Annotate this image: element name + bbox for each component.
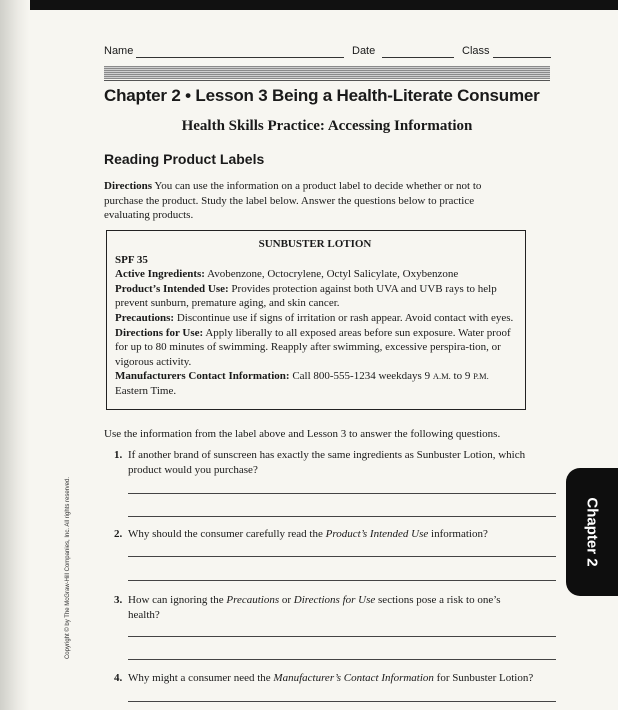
- section-heading: Reading Product Labels: [104, 151, 265, 167]
- top-edge-shadow: [0, 0, 618, 10]
- answer-line-1a[interactable]: [128, 493, 556, 494]
- date-label: Date: [352, 45, 376, 57]
- contact-pm: P.M.: [473, 371, 489, 382]
- contact-am: A.M.: [432, 371, 451, 382]
- active-ingredients-label: Active Ingredients:: [115, 268, 205, 281]
- chapter-title: Chapter 2 • Lesson 3 Being a Health-Literate Consumer: [104, 86, 540, 105]
- answer-line-1b[interactable]: [128, 516, 556, 517]
- contact-info-label: Manufacturers Contact Information:: [115, 370, 290, 383]
- question-text-part: or: [279, 594, 294, 606]
- precautions-text: Discontinue use if signs of irritation or rash appear. Avoid contact with eyes.: [176, 311, 514, 324]
- question-number: 2.: [114, 528, 123, 540]
- answer-line-3b[interactable]: [128, 659, 556, 660]
- question-text-part: How can ignoring the: [128, 594, 227, 606]
- date-field[interactable]: [382, 57, 454, 58]
- name-field[interactable]: [136, 57, 344, 58]
- question-3: [114, 593, 514, 622]
- question-emphasis: Manufacturer’s Contact Information: [273, 672, 434, 684]
- question-text-part: Why should the consumer carefully read the: [128, 528, 326, 540]
- question-number: 3.: [114, 594, 123, 606]
- answer-line-2b[interactable]: [128, 580, 556, 581]
- question-text-part: for Sunbuster Lotion?: [433, 672, 534, 684]
- question-2: [114, 527, 544, 542]
- precautions-line: [115, 311, 515, 326]
- spf-line: [115, 253, 515, 268]
- header-rule: [104, 66, 550, 79]
- class-field[interactable]: [493, 57, 551, 58]
- question-text: If another brand of sunscreen has exactly the same ingredients as Sunbuster Lotion, which product would you purchase?: [128, 449, 526, 476]
- chapter-side-tab: [566, 468, 618, 596]
- question-text: [128, 593, 514, 622]
- question-1: [114, 448, 544, 477]
- question-number: 4.: [114, 672, 123, 684]
- directions-for-use-text: Apply liberally to all exposed areas before sun exposure. Water proof for up to 80 minutes of swimming. Reapply after swimming, excessive perspira-tion, or vigorous activity.: [115, 326, 511, 368]
- chapter-side-tab-label: Chapter 2: [583, 497, 601, 567]
- question-text-part: sections pose a risk to one’s health?: [128, 594, 501, 621]
- intended-use-line: [115, 282, 515, 311]
- intended-use-label: Product’s Intended Use:: [115, 282, 229, 295]
- question-4: [114, 671, 574, 686]
- contact-info-line: [115, 369, 515, 398]
- answer-line-4a[interactable]: [128, 701, 556, 702]
- answer-line-3a[interactable]: [128, 636, 556, 637]
- active-ingredients-text: Avobenzone, Octocrylene, Octyl Salicylate, Oxybenzone: [207, 268, 459, 281]
- page-spine-shadow: [0, 0, 30, 710]
- question-emphasis: Directions for Use: [293, 594, 376, 606]
- question-text: [128, 527, 544, 542]
- contact-info-text: Call 800-555-1234 weekdays 9: [292, 370, 431, 383]
- contact-timezone: Eastern Time.: [115, 384, 177, 397]
- active-ingredients-line: [115, 267, 515, 282]
- question-emphasis: Product’s Intended Use: [325, 528, 429, 540]
- questions-intro: Use the information from the label above and Lesson 3 to answer the following questions.: [104, 428, 501, 440]
- directions-paragraph: [104, 179, 504, 223]
- spf-value: SPF 35: [115, 253, 148, 266]
- question-emphasis: Precautions: [226, 594, 280, 606]
- directions-label: Directions: [104, 180, 153, 192]
- directions-for-use-label: Directions for Use:: [115, 326, 204, 339]
- question-text-part: information?: [428, 528, 488, 540]
- name-label: Name: [104, 45, 134, 57]
- question-number: 1.: [114, 449, 123, 461]
- precautions-label: Precautions:: [115, 311, 175, 324]
- contact-to: to 9: [453, 370, 471, 383]
- class-label: Class: [462, 45, 490, 57]
- worksheet-subtitle: Health Skills Practice: Accessing Information: [181, 118, 473, 134]
- intended-use-text: Provides protection against both UVA and UVB rays to help prevent sunburn, premature aging, and skin cancer.: [115, 282, 497, 310]
- header-rule-thin: [104, 80, 550, 81]
- directions-for-use-line: [115, 326, 515, 370]
- answer-line-2a[interactable]: [128, 556, 556, 557]
- directions-text: You can use the information on a product label to decide whether or not to purchase the product. Study the label below. Answer the questions below to practice evaluating products.: [104, 180, 482, 221]
- copyright-notice: Copyright © by The McGraw-Hill Companies, Inc. All rights reserved.: [65, 476, 71, 660]
- product-label-box: [106, 230, 526, 410]
- question-text: [128, 671, 574, 686]
- product-label-title: SUNBUSTER LOTION: [258, 238, 372, 250]
- question-text-part: Why might a consumer need the: [128, 672, 274, 684]
